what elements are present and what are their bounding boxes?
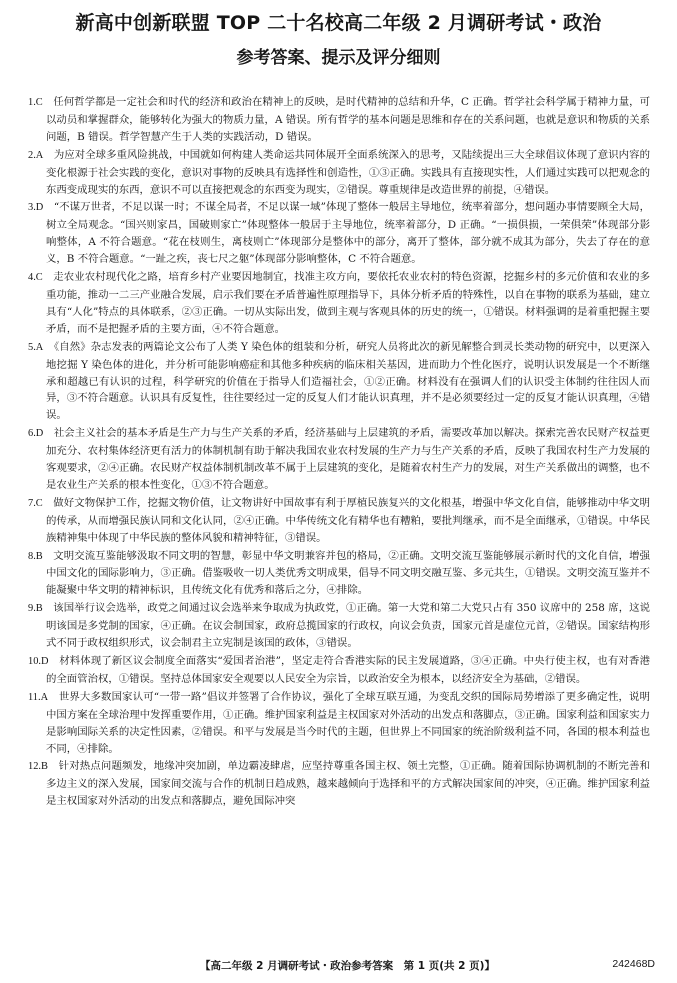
answer-item [28,495,650,547]
answer-number: 11.A [28,691,49,703]
answer-explanation: 针对热点问题频发，地缘冲突加剧，单边霸凌肆虐，应坚持尊重各国主权、领土完整，①正确。随着国际协调机制的不断完善和多边主义的深入发展，国家间交流与合作的机制日趋成熟，越来越倾向于选择和平的方式解决国家间的冲突，④正确。维护国家利益是主权国家对外活动的出发点和落脚点，避免国际冲突 [46,760,651,808]
answer-explanation: 走农业农村现代化之路，培育乡村产业要因地制宜，找准主攻方向，要依托农业农村的特色资源，挖掘乡村的多元价值和农业的多重功能，推动一二三产业融合发展，启示我们要在矛盾普遍性原理指导下，具体分析矛盾的特殊性，以自在事物的联系为基础，建立具有“人化”特点的具体联系，②③正确。一切从实际出发，做到主观与客观具体的历史的统一，①错误。材料强调的是着重把握主要矛盾，而不是把握矛盾的主要方面，④不符合题意。 [46,271,651,335]
answer-number: 3.D [28,202,44,214]
answer-item [28,94,650,146]
answer-item [28,689,650,758]
answer-explanation: “不谋万世者，不足以谋一时；不谋全局者，不足以谋一域”体现了整体一般居主导地位，统率着部分，想问题办事情要顾全大局，树立全局观念。“国兴则家昌，国破则家亡”体现整体一般居于主导地位，统率着部分，D 正确。“一损俱损，一荣俱荣”体现部分影响整体，A 不符合题意。“花在枝则生，离枝则亡”体现部分是整体中的部分，离开了整体，部分就不成其为部分，失去了存在的意义，B 不符合题意。“一趾之疾，丧七尺之躯”体现部分影响整体，C 不符合题意。 [46,201,651,266]
answer-item [28,147,650,199]
answer-number: 12.B [28,761,48,773]
answer-item [28,758,650,810]
answer-number: 6.D [28,428,44,440]
answer-number: 4.C [28,272,43,284]
answer-number: 9.B [28,603,43,615]
answer-explanation: 为应对全球多重风险挑战，中国就如何构建人类命运共同体展开全面系统深入的思考，又陆续提出三大全球倡议体现了意识内容的变化根源于社会实践的变化，意识对事物的反映具有选择性和创造性，①③正确。实践具有直接现实性，人们通过实践可以把观念的东西变成现实的东西，意识不可以直接把观念的东西变为现实，②错误。尊重规律是改造世界的前提，④错误。 [46,148,650,196]
document-title: 新高中创新联盟 TOP 二十名校高二年级 2 月调研考试・政治 [75,12,602,34]
answer-item [28,600,650,652]
footer-document-code: 242468D [612,958,655,970]
answer-item [28,339,650,425]
document-subtitle: 参考答案、提示及评分细则 [236,48,441,68]
answer-explanation: 世界大多数国家认可“一带一路”倡议并签署了合作协议，强化了全球互联互通，为变乱交织的国际局势增添了更多确定性，说明中国方案在全球治理中发挥重要作用，①正确。维护国家利益是主权国家对外活动的出发点和落脚点，③正确。国家利益和国家实力是影响国际关系的决定性因素，②错误。和平与发展是当今时代的主题，但世界上不同国家的统治阶级利益不同，各国的根本利益也不同，④排除。 [46,690,650,755]
answer-item [28,199,650,268]
answer-list [28,94,650,811]
answer-number: 1.C [28,97,43,108]
answer-explanation: 社会主义社会的基本矛盾是生产力与生产关系的矛盾，经济基础与上层建筑的矛盾，需要改革加以解决。探索完善农民财产权益更加充分、农村集体经济更有活力的体制机制有助于解决我国农业农村发展的生产力与生产关系的矛盾，反映了我国农村生产力发展的客观要求，②④正确。农民财产权益体制机制改革不属于上层建筑的变化，是随着农村生产力的发展，对生产关系做出的调整，也不是农业生产关系的根本性变化，①③不符合题意。 [46,427,650,491]
answer-item [28,548,650,600]
answer-explanation: 该国举行议会选举，政党之间通过议会选举来争取成为执政党，①正确。第一大党和第二大党只占有 350 议席中的 258 席，这说明该国是多党制的国家，④正确。在议会制国家，政府总揽国家的行政权，向议会负责，国家元首是虚位元首，②错误。国家结构形式不同于政权组织形式，议会制君主立宪制是该国的政体，③错误。 [46,602,651,650]
answer-number: 2.A [28,149,44,161]
answer-number: 8.B [28,550,43,562]
answer-explanation: 材料体现了新区议会制度全面落实“爱国者治港”，坚定走符合香港实际的民主发展道路，③④正确。中央行使主权，也有对香港的全面管治权，①错误。坚持总体国家安全观要以人民安全为宗旨，以政治安全为根本，以经济安全为基础，②错误。 [46,655,650,685]
answer-number: 10.D [28,656,49,667]
answer-explanation: 文明交流互鉴能够汲取不同文明的智慧，彰显中华文明兼容并包的格局，②正确。文明交流互鉴能够展示新时代的文化自信，增强中国文化的国际影响力，③正确。借鉴吸收一切人类优秀文明成果，倡导不同文明交融互鉴、多元共生，①错误。文明交流互鉴并不能凝聚中华文明的精神标识，且传统文化有优秀和落后之分，④排除。 [46,549,651,597]
footer-page-info: 【高二年级 2 月调研考试・政治参考答案 第 1 页(共 2 页)】 [200,960,495,972]
answer-item [28,269,650,338]
answer-item [28,425,650,494]
answer-number: 5.A [28,341,44,353]
page-footer [0,958,677,978]
answer-item [28,653,650,688]
answer-explanation: 做好文物保护工作，挖掘文物价值，让文物讲好中国故事有利于厚植民族复兴的文化根基，增强中华文化自信，能够推动中华文明的传承，从而增强民族认同和文化认同，②④正确。中华传统文化有精华也有糟粕，要批判继承，而不是全面继承，①错误。中华民族精神集中体现了中华民族的整体风貌和精神特征，③错误。 [46,496,651,544]
answer-explanation: 《自然》杂志发表的两篇论文公布了人类 Y 染色体的组装和分析，研究人员将此次的新见解整合到灵长类动物的研究中，以更深入地挖掘 Y 染色体的进化，并分析可能影响癌症和其他多种疾病的临床相关基因，进而助力个性化医疗，说明认识发展是一个不断继承和超越已有认识的过程，科学研究的价值在于指导人们造福社会，①②正确。材料没有在强调人们的认识受主体制约往往因人而异，③不符合题意。认识具有反复性，往往要经过一定的反复人们才能认识真理，并不是必须要经过一定的反复才能认识真理，④错误。 [46,340,651,422]
answer-number: 7.C [28,497,43,509]
answer-explanation: 任何哲学都是一定社会和时代的经济和政治在精神上的反映，是时代精神的总结和升华，C 正确。哲学社会科学属于精神力量，可以动员和掌握群众，能够转化为强大的物质力量，A 错误。所有哲学的基本问题是思维和存在的关系问题，也就是意识和物质的关系问题，B 错误。哲学智慧产生于人类的实践活动，D 错误。 [46,96,651,143]
